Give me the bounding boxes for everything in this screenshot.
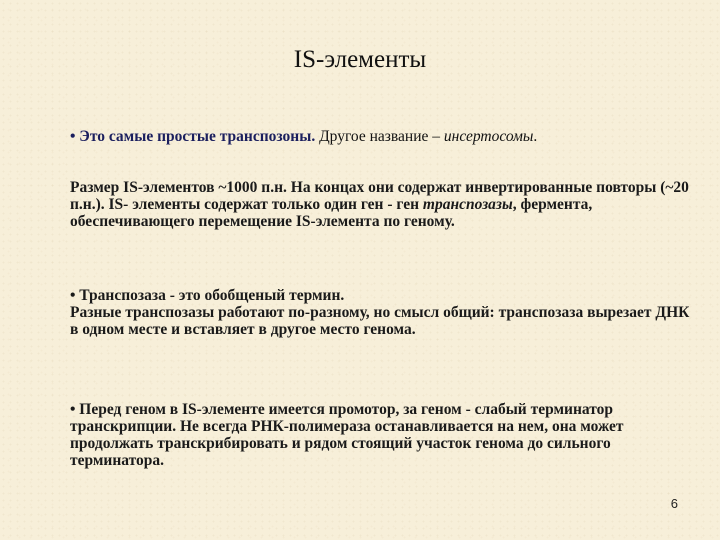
paragraph-size [70,179,700,230]
paragraph-promoter [70,401,700,469]
alt-name-text: Другое название – [319,128,444,145]
definition-bullet: • Это самые простые транспозоны. [70,128,320,145]
paragraph-transposase [70,287,700,338]
alt-name-term: инсертосомы [443,128,534,145]
alt-name-end: . [533,128,538,145]
transposase-term: транспозазы [422,196,513,213]
paragraph-definition [70,128,700,145]
transposase-rest: Разные транспозазы работают по-разному, но смысл общий: транспозаза вырезает ДНК в одном месте и вставляет в другое место генома. [70,304,690,338]
page-number: 6 [670,496,678,511]
slide-title: IS-элементы [293,46,427,73]
transposase-line1: • Транспозаза - это обобщеный термин. [70,287,345,304]
size-text-2: , фермента, обеспечивающего перемещение IS-элемента по геному. [70,196,593,230]
promoter-text: • Перед геном в IS-элементе имеется промотор, за геном - слабый терминатор транскрипции. Не всегда РНК-полимераза останавливается на нем, она может продолжать транскрибировать и рядом стоящий участок генома до сильного терминатора. [70,401,624,469]
size-text-1: Размер IS-элементов ~1000 п.н. На концах они содержат инвертированные повторы (~20 п.н.). IS- элементы содержат только один ген - ген [70,179,689,213]
